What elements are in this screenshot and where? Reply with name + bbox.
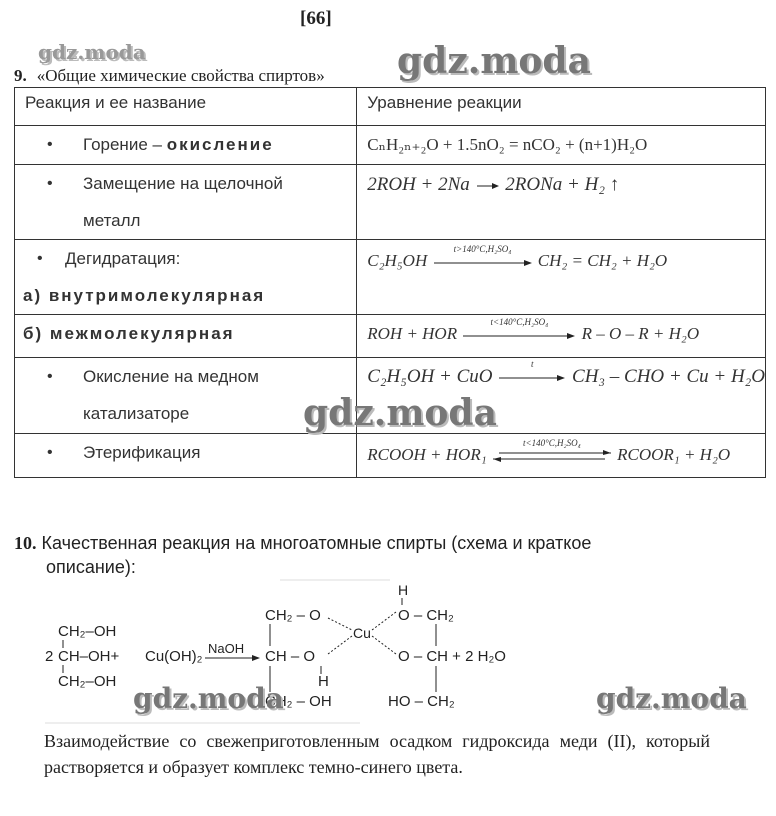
reaction-arrow-head: [252, 655, 260, 661]
watermark: gdz.moda: [303, 392, 497, 434]
task9-heading: [14, 66, 325, 86]
task9-title: «Общие химические свойства спиртов»: [36, 66, 325, 85]
ch2oh-bottom: CH₂–OH: [58, 673, 117, 690]
copper-atom: Cu: [353, 625, 371, 641]
equation-esterification: RCOOH + HOR₁ t<140°C,H₂SO₄ RCOOR₁ + H₂O: [367, 436, 765, 475]
ho-ch2: HO – CH₂: [388, 693, 455, 710]
coordination-bond: [372, 612, 396, 630]
watermark: gdz.moda: [397, 40, 591, 82]
task10-description: Взаимодействие со свежеприготовленным осадком гидроксида меди (II), который растворяется и образует комплекс темно-синего цвета.: [44, 731, 710, 777]
table-row: [15, 165, 766, 240]
header-reaction: Реакция и ее название: [15, 88, 357, 126]
condition-label: t>140°C,H₂SO₄: [453, 243, 512, 254]
equation-substitution: 2ROH + 2Na 2RONa + H₂ ↑: [367, 174, 620, 195]
watermark: gdz.moda: [596, 682, 747, 715]
equation-dehydration: C₂H₅OH t>140°C,H₂SO₄ CH₂ = CH₂ + H₂O: [367, 242, 765, 281]
copper-hydroxide: Cu(OH)₂: [145, 648, 203, 665]
watermark: gdz.moda: [38, 40, 146, 64]
task10-heading: [14, 531, 714, 579]
h-bottom: H: [318, 673, 329, 690]
reaction-substitution: • Замещение на щелочной металл: [15, 165, 356, 239]
condition-label: t<140°C,H₂SO₄: [523, 437, 581, 448]
choh: CH–OH+: [58, 648, 120, 665]
equation-intermolecular: ROH + HOR t<140°C,H₂SO₄ R – O – R + H₂O: [367, 315, 765, 354]
coordination-bond: [328, 636, 352, 654]
reaction-oxidation: • Окисление на медном катализаторе: [15, 358, 356, 432]
ch2-o: CH₂ – O: [265, 607, 321, 624]
naoh-label: NaOH: [208, 641, 245, 656]
o-ch: O – CH + 2 H₂O: [398, 648, 506, 665]
ch-o: CH – O: [265, 648, 316, 665]
table-row: [15, 315, 766, 358]
reaction-dehydration: • Дегидратация:: [15, 240, 356, 277]
condition-label: t<140°C,H₂SO₄: [490, 316, 549, 327]
watermark: gdz.moda: [133, 682, 284, 715]
task9-number: 9.: [14, 66, 27, 85]
h-top: H: [398, 582, 409, 598]
task10-number: 10.: [14, 533, 37, 553]
task10-line1: Качественная реакция на многоатомные спирты (схема и краткое: [41, 533, 592, 553]
table-row: [15, 240, 766, 315]
o-ch2: O – CH₂: [398, 607, 454, 624]
reaction-intramolecular: а) внутримолекулярная: [23, 286, 266, 305]
ch2oh-top: CH₂–OH: [58, 623, 117, 640]
equation-combustion: CₙH₂ₙ₊₂O + 1.5nO₂ = nCO₂ + (n+1)H₂O: [367, 135, 648, 154]
table-row: [15, 434, 766, 478]
coordination-bond: [372, 636, 396, 654]
header-equation: Уравнение реакции: [357, 88, 766, 126]
page-number: [66]: [300, 8, 332, 29]
task10-line2: описание):: [46, 557, 136, 577]
ch2-oh: CH₂ – OH: [265, 693, 332, 710]
coordination-bond: [328, 618, 352, 630]
table-header-row: [15, 88, 766, 126]
reaction-esterification: • Этерификация: [15, 434, 356, 471]
condition-label: t: [531, 359, 534, 370]
reaction-intermolecular: б) межмолекулярная: [23, 324, 235, 343]
reaction-combustion: • Горение – окисление: [15, 126, 356, 163]
glycerol-copper-scheme: [40, 578, 600, 728]
coefficient: 2: [45, 648, 54, 665]
equation-oxidation: C₂H₅OH + CuO t CH₃ – CHO + Cu + H₂O: [367, 358, 765, 396]
table-row: [15, 126, 766, 165]
